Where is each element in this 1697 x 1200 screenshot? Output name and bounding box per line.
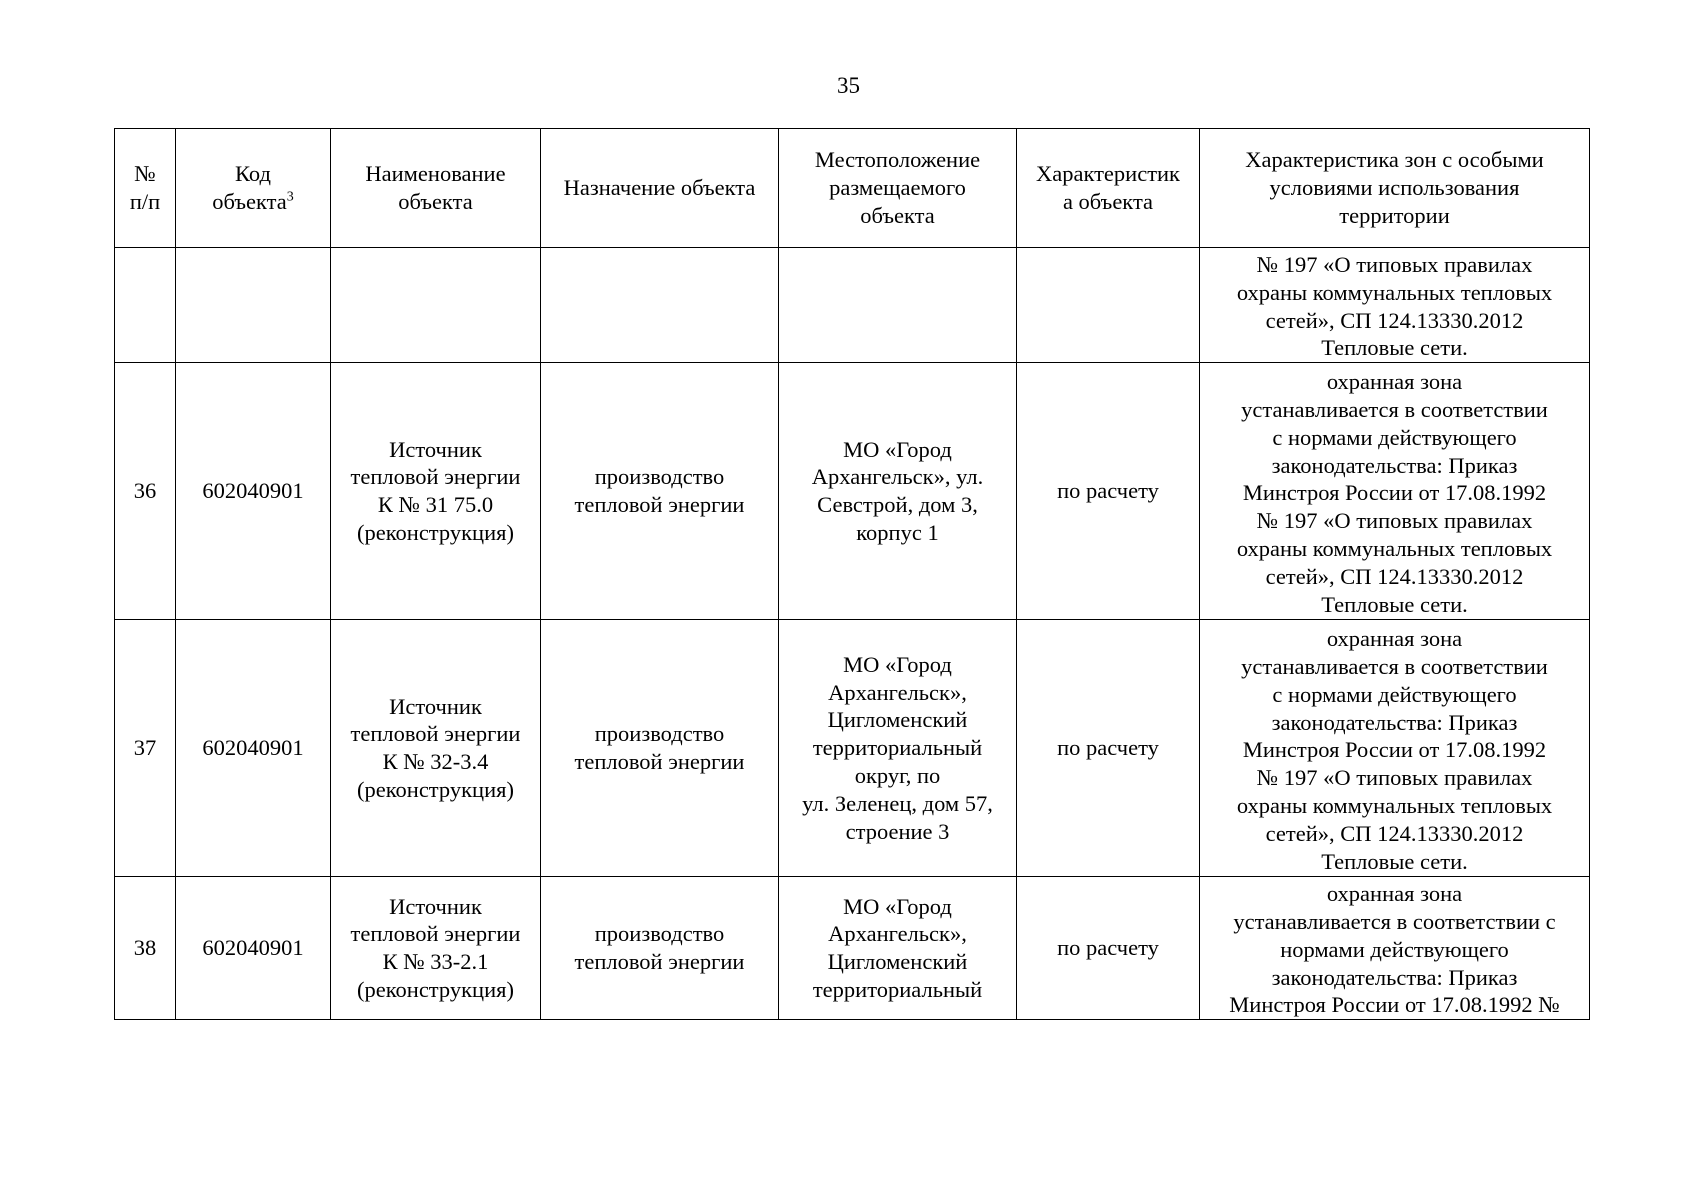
cell-num: 36 <box>115 363 176 620</box>
cell-purpose: производство тепловой энергии <box>541 363 779 620</box>
cell-code: 602040901 <box>176 877 331 1020</box>
footnote-marker: 3 <box>286 189 294 205</box>
header-name: Наименование объекта <box>331 129 541 248</box>
cell-name: Источник тепловой энергии К № 32-3.4 (реконструкция) <box>331 620 541 877</box>
cell-zones: № 197 «О типовых правилах охраны коммунальных тепловых сетей», СП 124.13330.2012 Тепловые сети. <box>1200 248 1590 363</box>
cell-name: Источник тепловой энергии К № 31 75.0 (реконструкция) <box>331 363 541 620</box>
header-num: № п/п <box>115 129 176 248</box>
cell-location: МО «Город Архангельск», Цигломенский территориальный округ, по ул. Зеленец, дом 57, строение 3 <box>779 620 1017 877</box>
cell-code: 602040901 <box>176 620 331 877</box>
cell-location: МО «Город Архангельск», ул. Севстрой, дом 3, корпус 1 <box>779 363 1017 620</box>
cell-location: МО «Город Архангельск», Цигломенский территориальный <box>779 877 1017 1020</box>
cell-zones: охранная зона устанавливается в соответствии с нормами действующего законодательства: Приказ Минстроя России от 17.08.1992 № 197 «О типовых правилах охраны коммунальных тепловых сетей», СП 124.13330.2012 Тепловые сети. <box>1200 620 1590 877</box>
cell-purpose <box>541 248 779 363</box>
table-row <box>115 363 1590 620</box>
table-row-continuation <box>115 248 1590 363</box>
header-code-text: Код объекта <box>212 161 287 214</box>
cell-characteristic: по расчету <box>1017 877 1200 1020</box>
cell-name <box>331 248 541 363</box>
header-zones: Характеристика зон с особыми условиями использования территории <box>1200 129 1590 248</box>
table-row <box>115 877 1590 1020</box>
header-purpose: Назначение объекта <box>541 129 779 248</box>
table-row <box>115 620 1590 877</box>
cell-zones: охранная зона устанавливается в соответствии с нормами действующего законодательства: Приказ Минстроя России от 17.08.1992 № 197 «О типовых правилах охраны коммунальных тепловых сетей», СП 124.13330.2012 Тепловые сети. <box>1200 363 1590 620</box>
cell-purpose: производство тепловой энергии <box>541 620 779 877</box>
cell-characteristic: по расчету <box>1017 363 1200 620</box>
cell-characteristic: по расчету <box>1017 620 1200 877</box>
header-location: Местоположение размещаемого объекта <box>779 129 1017 248</box>
cell-characteristic <box>1017 248 1200 363</box>
cell-zones: охранная зона устанавливается в соответствии с нормами действующего законодательства: Приказ Минстроя России от 17.08.1992 № <box>1200 877 1590 1020</box>
cell-code: 602040901 <box>176 363 331 620</box>
cell-num: 37 <box>115 620 176 877</box>
header-characteristic: Характеристик а объекта <box>1017 129 1200 248</box>
header-code <box>176 129 331 248</box>
cell-code <box>176 248 331 363</box>
cell-purpose: производство тепловой энергии <box>541 877 779 1020</box>
cell-num: 38 <box>115 877 176 1020</box>
page-number: 35 <box>837 73 860 98</box>
header-row <box>115 129 1590 248</box>
cell-location <box>779 248 1017 363</box>
objects-table <box>114 128 1590 1020</box>
cell-name: Источник тепловой энергии К № 33-2.1 (реконструкция) <box>331 877 541 1020</box>
cell-num <box>115 248 176 363</box>
